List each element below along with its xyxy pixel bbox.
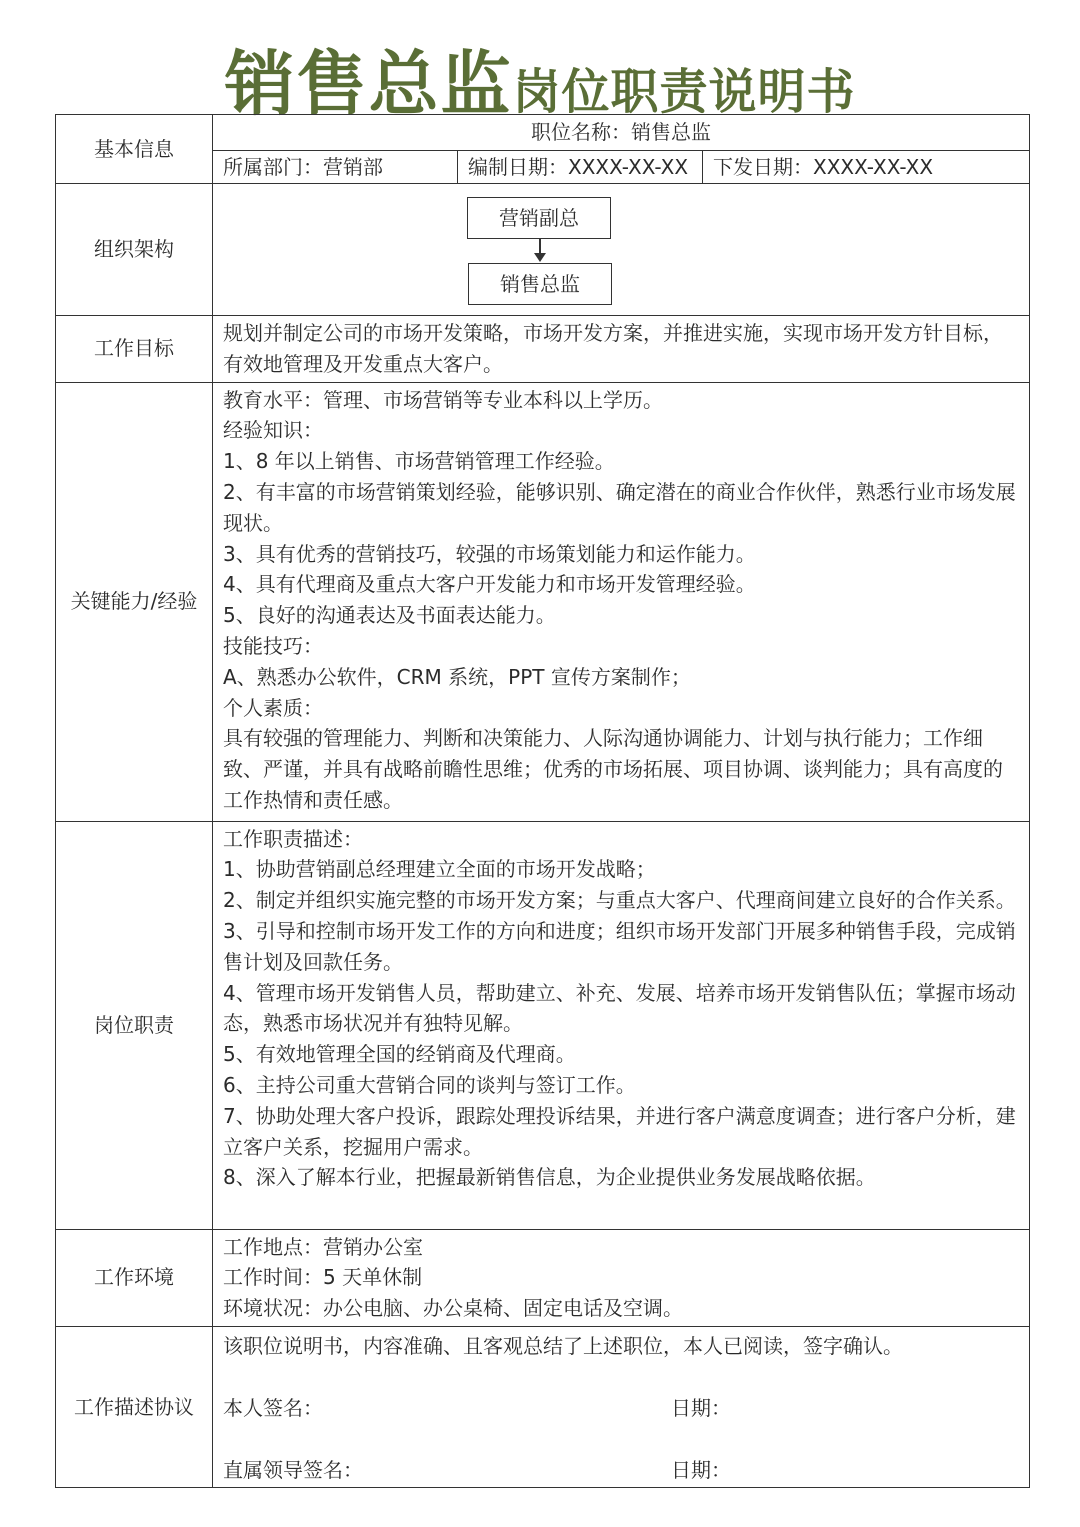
agreement-row: [56, 1326, 1030, 1487]
env-row: [56, 1229, 1030, 1326]
leader-signature-label: 直属领导签名：: [223, 1457, 363, 1482]
ability-row: [56, 382, 1030, 821]
self-date-label: 日期：: [671, 1395, 731, 1420]
duty-line: 8、深入了解本行业，把握最新销售信息，为企业提供业务发展战略依据。: [223, 1165, 876, 1190]
goal-text: 规划并制定公司的市场开发策略，市场开发方案，并推进实施，实现市场开发方针目标，有效地管理及开发重点大客户。: [213, 316, 1030, 383]
agreement-statement: 该职位说明书，内容准确、且客观总结了上述职位，本人已阅读，签字确认。: [223, 1333, 903, 1358]
ability-line: 5、良好的沟通表达及书面表达能力。: [223, 603, 556, 628]
org-label: 组织架构: [56, 184, 213, 316]
department: 所属部门：营销部: [213, 151, 458, 183]
ability-line: 个人素质：: [223, 695, 323, 720]
duty-line: 2、制定并组织实施完整的市场开发方案；与重点大客户、代理商间建立良好的合作关系。: [223, 888, 1016, 913]
duty-line: 3、引导和控制市场开发工作的方向和进度；组织市场开发部门开展多种销售手段，完成销售计划及回款任务。: [223, 918, 1016, 974]
duty-cell: [213, 821, 1030, 1229]
env-line: 工作地点：营销办公室: [223, 1234, 423, 1259]
ability-line: 经验知识：: [223, 418, 323, 443]
ability-line: 3、具有优秀的营销技巧，较强的市场策划能力和运作能力。: [223, 541, 756, 566]
env-line: 工作时间：5 天单休制: [223, 1265, 423, 1290]
basic-info-row: [56, 115, 1030, 184]
issue-date: 下发日期：XXXX-XX-XX: [713, 155, 934, 179]
title-sub: 岗位职责说明书: [512, 64, 856, 120]
duty-line: 6、主持公司重大营销合同的谈判与签订工作。: [223, 1072, 636, 1097]
duty-line: 5、有效地管理全国的经销商及代理商。: [223, 1042, 576, 1067]
env-label: 工作环境: [56, 1229, 213, 1326]
goal-row: [56, 316, 1030, 383]
env-cell: [213, 1229, 1030, 1326]
duty-line: 4、管理市场开发销售人员，帮助建立、补充、发展、培养市场开发销售队伍；掌握市场动态，熟悉市场状况并有独特见解。: [223, 980, 1016, 1036]
basic-info-cell: [213, 115, 1030, 184]
ability-line: 4、具有代理商及重点大客户开发能力和市场开发管理经验。: [223, 572, 756, 597]
ability-line: 技能技巧：: [223, 633, 323, 658]
duty-row: [56, 821, 1030, 1229]
duty-label: 岗位职责: [56, 821, 213, 1229]
ability-label: 关键能力/经验: [56, 382, 213, 821]
org-box-vice-president: 营销副总: [467, 197, 611, 239]
duty-line: 工作职责描述：: [223, 826, 363, 851]
agreement-label: 工作描述协议: [56, 1326, 213, 1487]
org-chart-cell: [213, 184, 1030, 316]
job-description-table: [55, 114, 1030, 1488]
ability-line: 1、8 年以上销售、市场营销管理工作经验。: [223, 449, 615, 474]
org-row: [56, 184, 1030, 316]
org-chart: [213, 185, 1029, 315]
env-line: 环境状况：办公电脑、办公桌椅、固定电话及空调。: [223, 1296, 683, 1321]
agreement-cell: [213, 1326, 1030, 1487]
ability-line: A、熟悉办公软件，CRM 系统，PPT 宣传方案制作；: [223, 664, 691, 689]
title-main: 销售总监: [224, 43, 513, 125]
org-box-sales-director: 销售总监: [468, 263, 612, 305]
leader-date-label: 日期：: [671, 1457, 731, 1482]
duty-line: 7、协助处理大客户投诉，跟踪处理投诉结果，并进行客户满意度调查；进行客户分析，建立客户关系，挖掘用户需求。: [223, 1103, 1016, 1159]
arrow-down-icon: [534, 253, 546, 262]
ability-line: 2、有丰富的市场营销策划经验，能够识别、确定潜在的商业合作伙伴，熟悉行业市场发展现状。: [223, 479, 1016, 535]
compile-date: 编制日期：XXXX-XX-XX: [458, 151, 703, 183]
goal-label: 工作目标: [56, 316, 213, 383]
duty-line: 1、协助营销副总经理建立全面的市场开发战略；: [223, 857, 656, 882]
ability-line: 具有较强的管理能力、判断和决策能力、人际沟通协调能力、计划与执行能力；工作细致、严谨，并具有战略前瞻性思维；优秀的市场拓展、项目协调、谈判能力；具有高度的工作热情和责任感。: [223, 726, 1003, 812]
basic-info-label: 基本信息: [56, 115, 213, 184]
position-name: 职位名称：销售总监: [213, 115, 1029, 151]
self-signature-label: 本人签名：: [223, 1395, 323, 1420]
ability-line: 教育水平：管理、市场营销等专业本科以上学历。: [223, 387, 663, 412]
ability-cell: [213, 382, 1030, 821]
